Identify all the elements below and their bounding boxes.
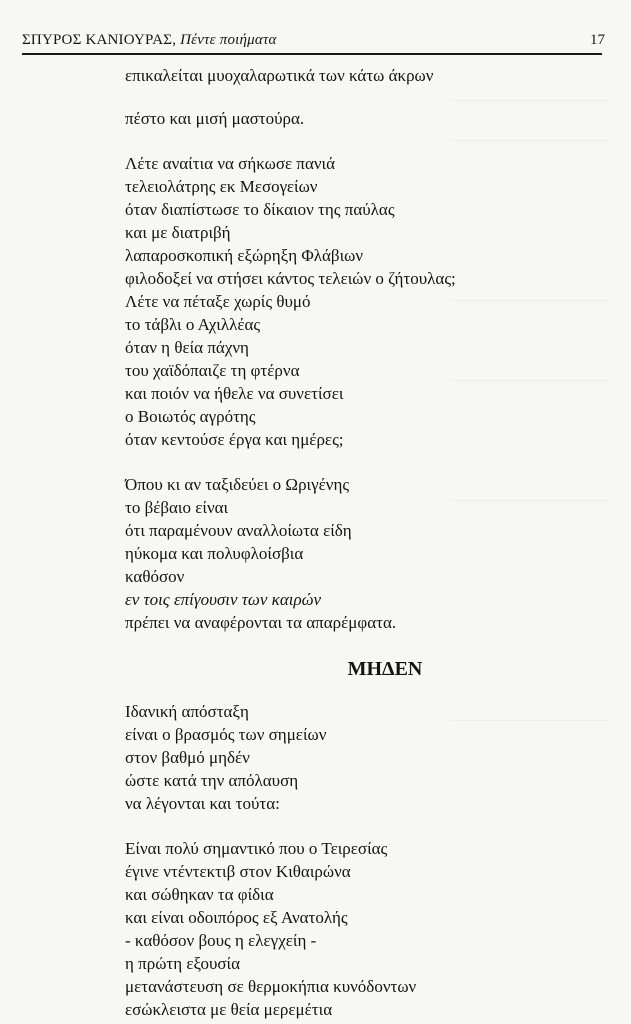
- poem-body: [125, 64, 565, 1021]
- verse-line: Λέτε να πέταξε χωρίς θυμό: [125, 292, 311, 311]
- verse-line: καθόσον: [125, 567, 185, 586]
- verse-line: Λέτε αναίτια να σήκωσε πανιά: [125, 154, 336, 173]
- verse-line: και είναι οδοιπόρος εξ Ανατολής: [125, 908, 348, 927]
- verse-line: Όπου κι αν ταξιδεύει ο Ωριγένης: [125, 475, 350, 494]
- verse-line: να λέγονται και τούτα:: [125, 794, 280, 813]
- verse-line: Είναι πολύ σημαντικό που ο Τειρεσίας: [125, 839, 388, 858]
- stanza-4: [125, 473, 565, 634]
- verse-line: το βέβαιο είναι: [125, 498, 229, 517]
- stanza-gap: [125, 130, 565, 152]
- stanza-gap: [125, 451, 565, 473]
- verse-line: ώστε κατά την απόλαυση: [125, 771, 299, 790]
- verse-line: έγινε ντέντεκτιβ στον Κιθαιρώνα: [125, 862, 351, 881]
- page-number: 17: [590, 32, 605, 48]
- verse-line: ηύκομα και πολυφλοίσβια: [125, 544, 304, 563]
- verse-line: είναι ο βρασμός των σημείων: [125, 725, 327, 744]
- stanza-5: [125, 700, 565, 815]
- poem-title: ΜΗΔΕΝ: [347, 658, 423, 680]
- stanza-2: [125, 107, 565, 130]
- header-rule: [22, 53, 602, 55]
- verse-line: όταν διαπίστωσε το δίκαιον της παύλας: [125, 200, 395, 219]
- verse-line: και ποιόν να ήθελε να συνετίσει: [125, 384, 344, 403]
- verse-line: φιλοδοξεί να στήσει κάντος τελειών ο ζήτουλας;: [125, 269, 456, 288]
- verse-line: πρέπει να αναφέρονται τα απαρέμφατα.: [125, 613, 397, 632]
- verse-line: όταν κεντούσε έργα και ημέρες;: [125, 430, 344, 449]
- verse-line: ο Βοιωτός αγρότης: [125, 407, 256, 426]
- verse-line: στον βαθμό μηδέν: [125, 748, 250, 767]
- verse-line: του χαϊδόπαιζε τη φτέρνα: [125, 361, 300, 380]
- verse-line: λαπαροσκοπική εξώρηξη Φλάβιων: [125, 246, 364, 265]
- stanza-3: [125, 152, 565, 451]
- verse-line: ότι παραμένουν αναλλοίωτα είδη: [125, 521, 352, 540]
- stanza-6: [125, 837, 565, 1021]
- verse-line: εσώκλειστα με θεία μερεμέτια: [125, 1000, 333, 1019]
- verse-line-italic: εν τοις επίγουσιν των καιρών: [125, 590, 322, 609]
- verse-line: επικαλείται μυοχαλαρωτικά των κάτω άκρων: [125, 66, 434, 85]
- verse-line: και σώθηκαν τα φίδια: [125, 885, 274, 904]
- verse-line: και με διατριβή: [125, 223, 231, 242]
- book-subtitle: Πέντε ποιήματα: [180, 32, 277, 48]
- verse-line: τελειολάτρης εκ Μεσογείων: [125, 177, 318, 196]
- verse-line: - καθόσον βους η ελεγχείη -: [125, 931, 317, 950]
- verse-line: μετανάστευση σε θερμοκήπια κυνόδοντων: [125, 977, 417, 996]
- verse-line: το τάβλι ο Αχιλλέας: [125, 315, 261, 334]
- author-name: ΣΠΥΡΟΣ ΚΑΝΙΟΥΡΑΣ,: [22, 32, 177, 48]
- verse-line: πέστο και μισή μαστούρα.: [125, 109, 305, 128]
- running-head: [22, 32, 277, 49]
- stanza-gap: [125, 815, 565, 837]
- stanza-1: [125, 64, 565, 87]
- verse-line: η πρώτη εξουσία: [125, 954, 241, 973]
- verse-line: Ιδανική απόσταξη: [125, 702, 249, 721]
- stanza-gap: [125, 87, 565, 107]
- verse-line: όταν η θεία πάχνη: [125, 338, 249, 357]
